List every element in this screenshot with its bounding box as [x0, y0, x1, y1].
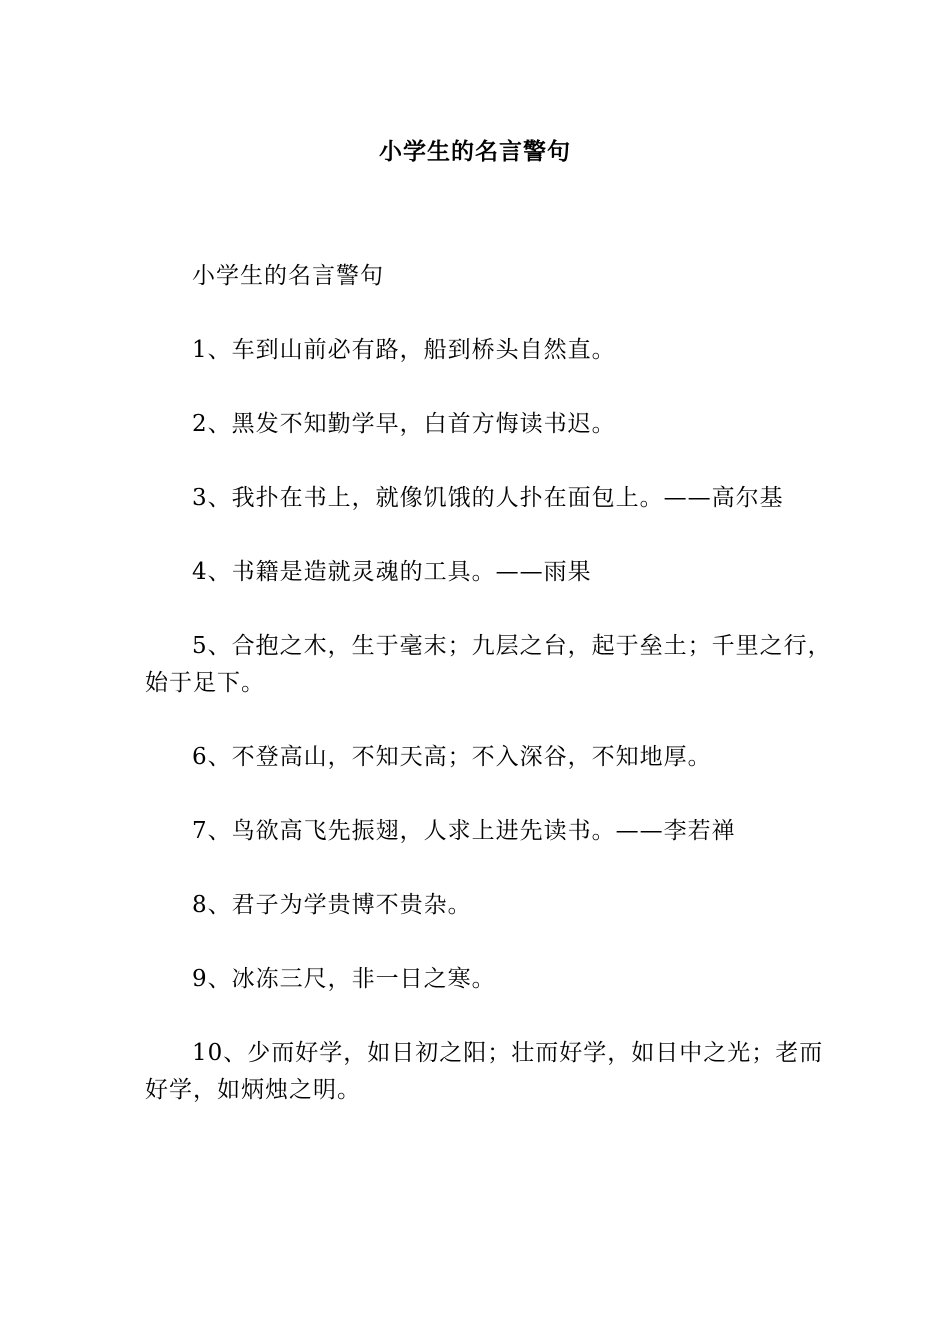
quote-item-3: 3、我扑在书上，就像饥饿的人扑在面包上。——高尔基	[192, 485, 784, 511]
quote-item-6: 6、不登高山，不知天高；不入深谷，不知地厚。	[192, 744, 712, 770]
quote-item-9: 9、冰冻三尺，非一日之寒。	[192, 966, 496, 992]
quote-item-4: 4、书籍是造就灵魂的工具。——雨果	[192, 559, 592, 585]
quote-item-5: 5、合抱之木，生于毫末；九层之台，起于垒土；千里之行，始于足下。	[145, 633, 832, 696]
document-body	[145, 258, 835, 1146]
quote-item-7: 7、鸟欲高飞先振翅，人求上进先读书。——李若禅	[192, 818, 736, 844]
document-title: 小学生的名言警句	[379, 138, 571, 165]
quote-item-8: 8、君子为学贵博不贵杂。	[192, 892, 472, 918]
quote-item-1: 1、车到山前必有路，船到桥头自然直。	[192, 337, 616, 363]
paragraph-heading: 小学生的名言警句	[192, 263, 384, 289]
quote-item-10: 10、少而好学，如日初之阳；壮而好学，如日中之光；老而好学，如炳烛之明。	[145, 1040, 824, 1103]
quote-item-2: 2、黑发不知勤学早，白首方悔读书迟。	[192, 411, 616, 437]
